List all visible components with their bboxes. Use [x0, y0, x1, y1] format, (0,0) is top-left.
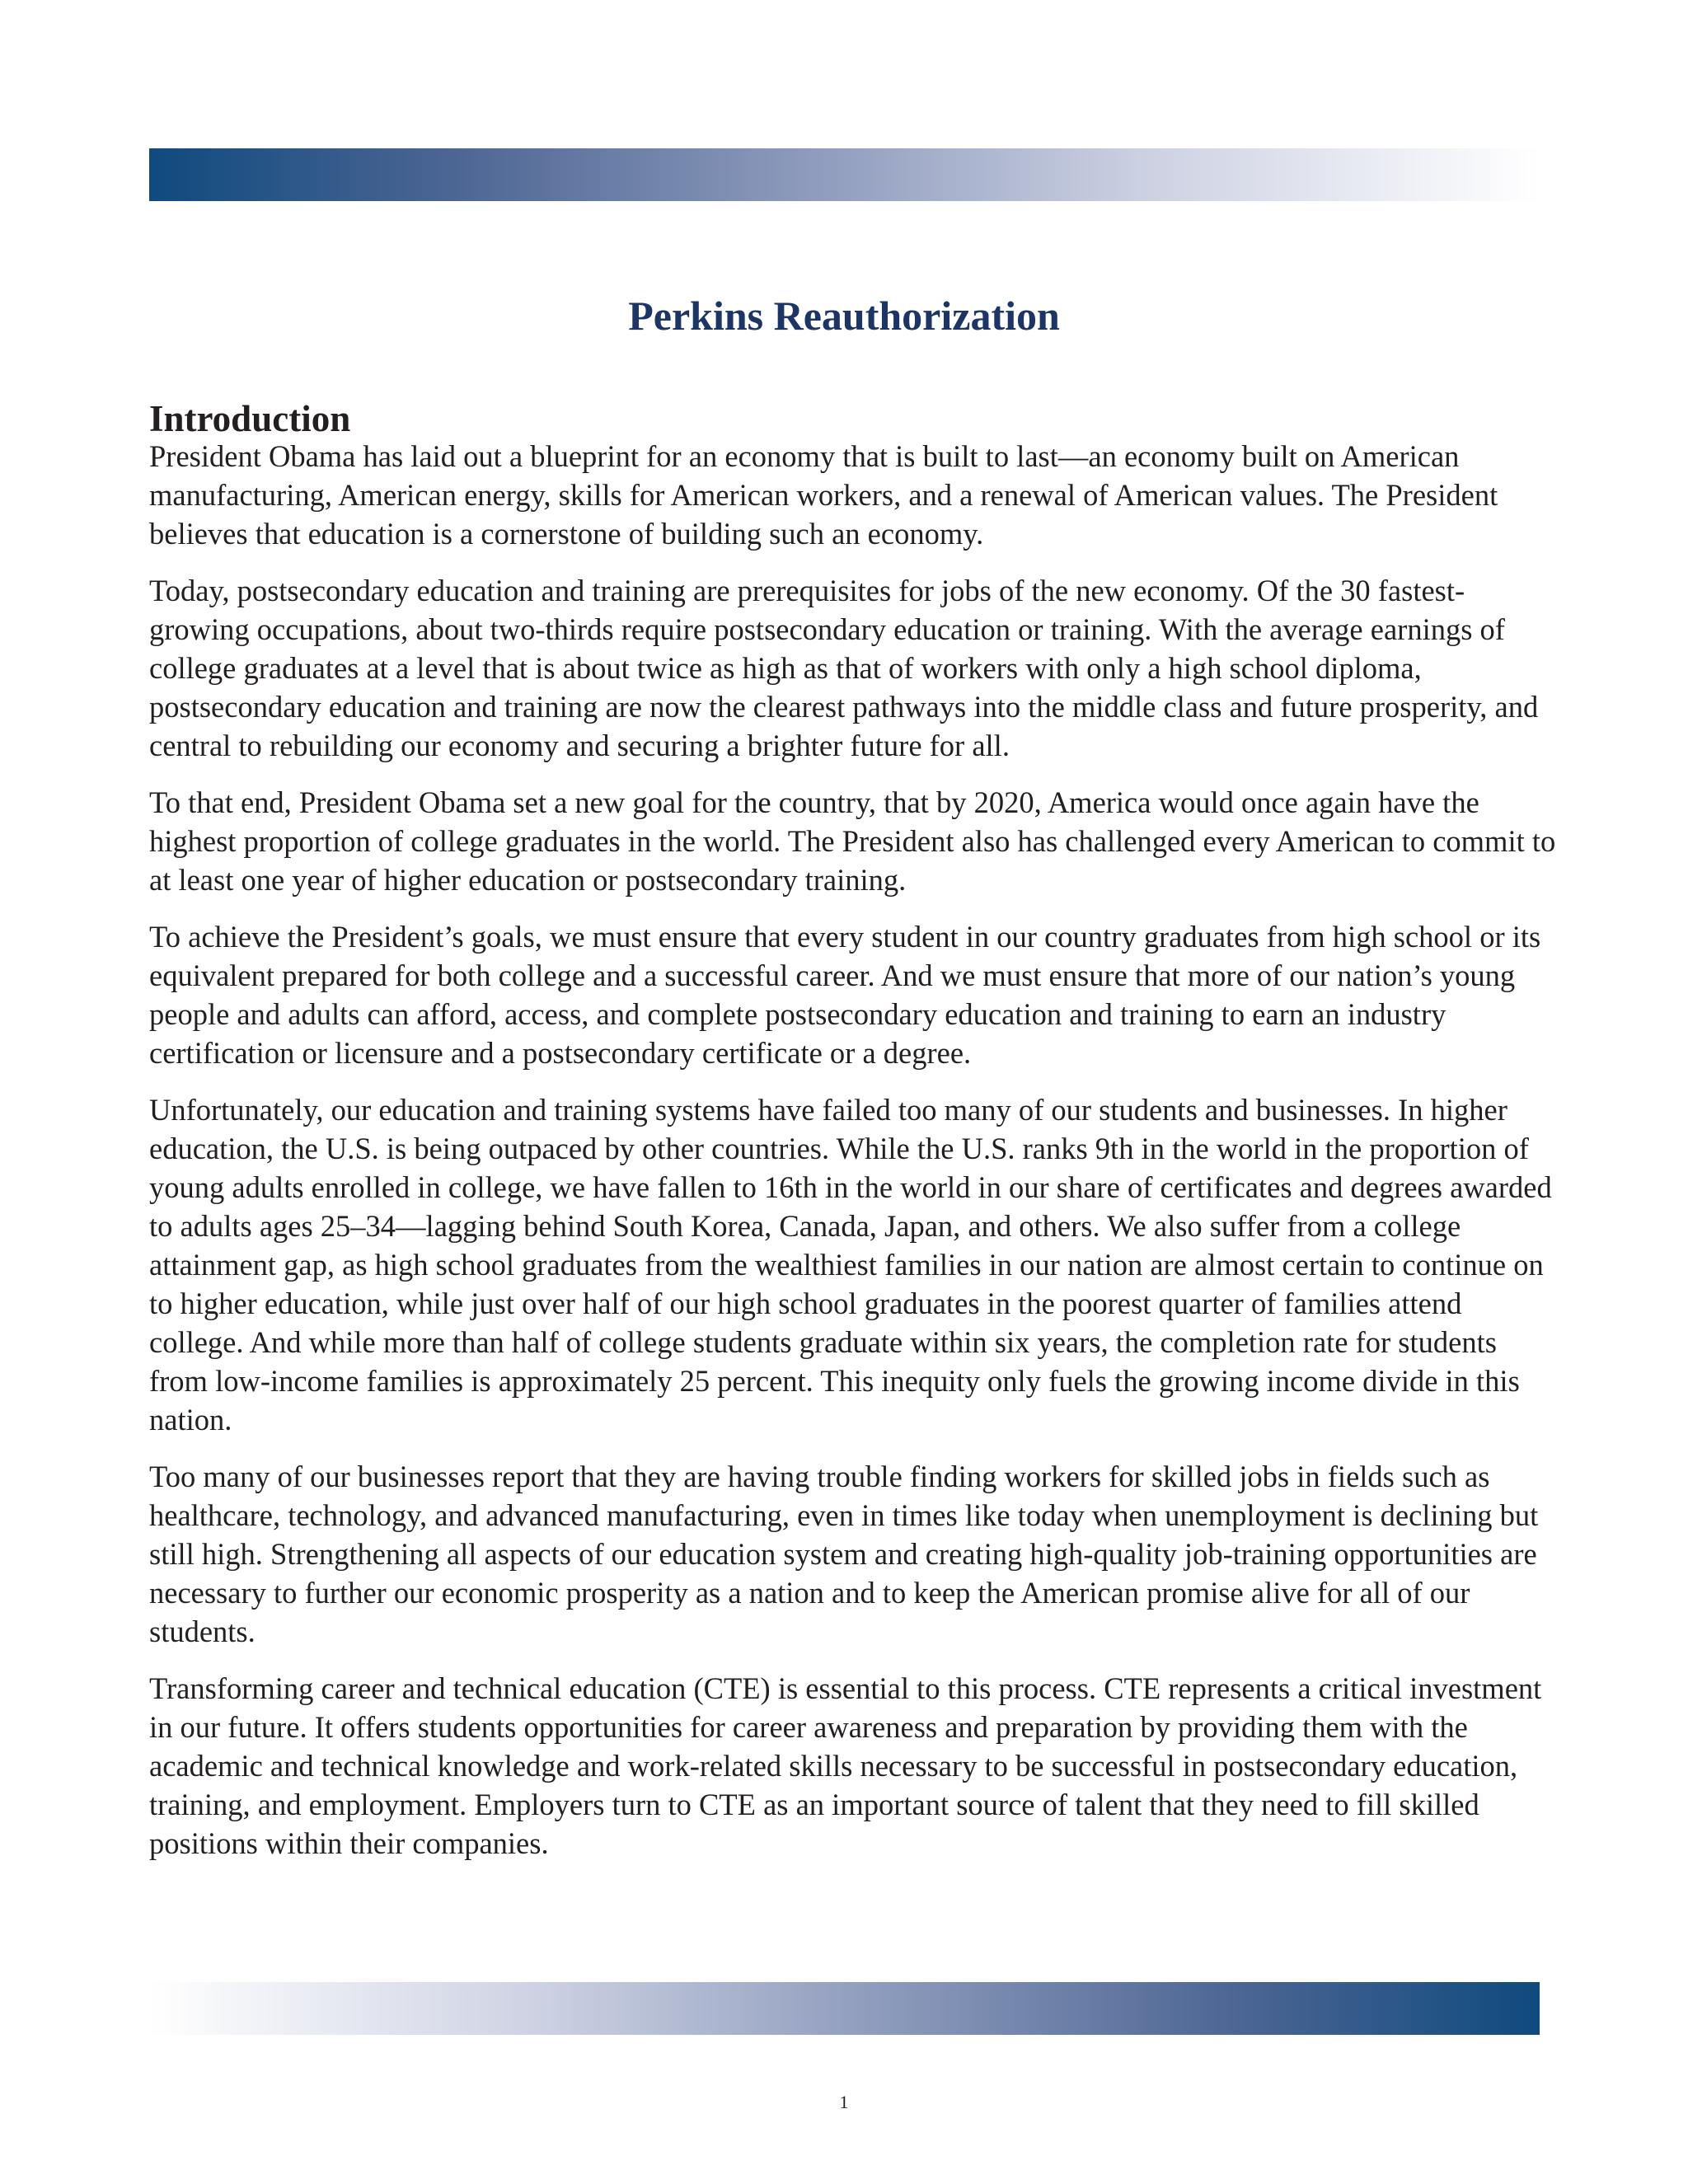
paragraph: Today, postsecondary education and training are prerequisites for jobs of the new economy. Of the 30 fastest-growing occupations, about two-thirds require postsecondary education or training. With the average earnings of college graduates at a level that is about twice as high as that of workers with only a high school diploma, postsecondary education and training are now the clearest pathways into the middle class and future prosperity, and central to rebuilding our economy and securing a brighter future for all.: [149, 574, 1539, 762]
document-body: [149, 437, 1559, 1881]
page-number: 1: [839, 2092, 849, 2112]
paragraph: President Obama has laid out a blueprint for an economy that is built to last—an economy built on American manufacturing, American energy, skills for American workers, and a renewal of American values. The President believes that education is a cornerstone of building such an economy.: [149, 439, 1498, 551]
page-title: Perkins Reauthorization: [628, 292, 1060, 339]
paragraph: Too many of our businesses report that they are having trouble finding workers for skilled jobs in fields such as healthcare, technology, and advanced manufacturing, even in times like today when unemployment is declining but still high. Strengthening all aspects of our education system and creating high-quality job-training opportunities are necessary to further our economic prosperity as a nation and to keep the American promise alive for all of our students.: [149, 1460, 1539, 1648]
paragraph: Unfortunately, our education and training systems have failed too many of our students and businesses. In higher education, the U.S. is being outpaced by other countries. While the U.S. ranks 9th in the world in the proportion of young adults enrolled in college, we have fallen to 16th in the world in our share of certificates and degrees awarded to adults ages 25–34—lagging behind South Korea, Canada, Japan, and others. We also suffer from a college attainment gap, as high school graduates from the wealthiest families in our nation are almost certain to continue on to higher education, while just over half of our high school graduates in the poorest quarter of families attend college. And while more than half of college students graduate within six years, the completion rate for students from low-income families is approximately 25 percent. This inequity only fuels the growing income divide in this nation.: [149, 1093, 1552, 1436]
paragraph: To achieve the President’s goals, we must ensure that every student in our country graduates from high school or its equivalent prepared for both college and a successful career. And we must ensure that more of our nation’s young people and adults can afford, access, and complete postsecondary education and training to earn an industry certification or licensure and a postsecondary certificate or a degree.: [149, 920, 1541, 1070]
footer-gradient-bar: [149, 1982, 1540, 2035]
paragraph: Transforming career and technical education (CTE) is essential to this process. CTE represents a critical investment in our future. It offers students opportunities for career awareness and preparation by providing them with the academic and technical knowledge and work-related skills necessary to be successful in postsecondary education, training, and employment. Employers turn to CTE as an important source of talent that they need to fill skilled positions within their companies.: [149, 1671, 1542, 1860]
paragraph: To that end, President Obama set a new goal for the country, that by 2020, America would once again have the highest proportion of college graduates in the world. The President also has challenged every American to commit to at least one year of higher education or postsecondary training.: [149, 785, 1556, 897]
header-gradient-bar: [149, 148, 1540, 201]
section-heading: Introduction: [149, 398, 351, 440]
